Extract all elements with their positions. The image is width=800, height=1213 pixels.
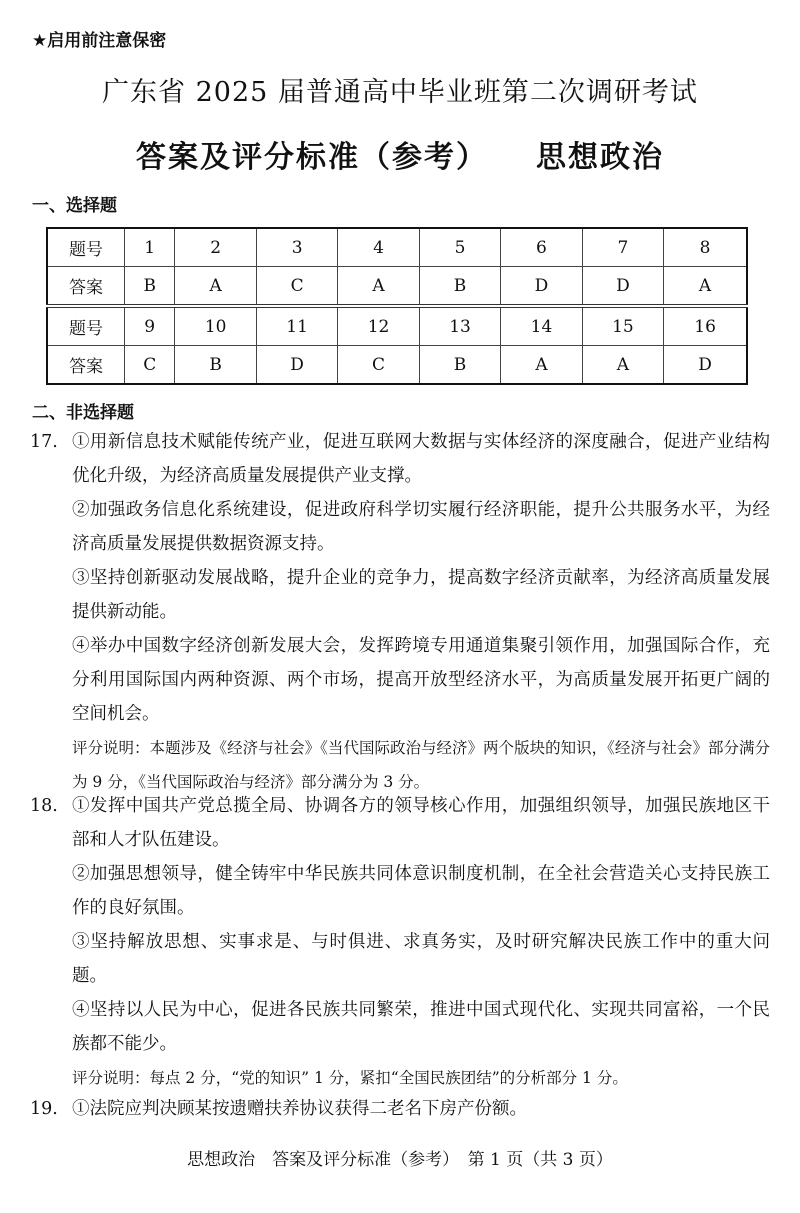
exam-title: 广东省 2025 届普通高中毕业班第二次调研考试 <box>102 77 698 108</box>
answer-cell: A <box>501 346 582 385</box>
question-number: 9 <box>125 306 175 346</box>
answer-cell: B <box>175 346 256 385</box>
answer-cell: A <box>664 267 747 307</box>
answer-cell: B <box>419 346 500 385</box>
question-number: 14 <box>501 306 582 346</box>
answer-point: ①发挥中国共产党总揽全局、协调各方的领导核心作用，加强组织领导，加强民族地区干部和人才队伍建设。 <box>72 796 770 850</box>
answer-cell: C <box>256 267 337 307</box>
answer-cell: A <box>582 346 663 385</box>
question-label: 题号 <box>47 306 125 346</box>
question-number: 1 <box>125 228 175 267</box>
question-number: 3 <box>256 228 337 267</box>
answer-cell: B <box>419 267 500 307</box>
answer-cell: D <box>582 267 663 307</box>
confidential-label: ★启用前注意保密 <box>32 31 167 51</box>
question-number: 10 <box>175 306 256 346</box>
answer-key-title: 答案及评分标准（参考） <box>136 140 488 175</box>
question-number: 7 <box>582 228 663 267</box>
question-number: 4 <box>338 228 419 267</box>
answer-row <box>47 346 747 385</box>
answer-cell: D <box>501 267 582 307</box>
question-number: 17. <box>30 432 58 452</box>
answer-point: ④坚持以人民为中心，促进各民族共同繁荣，推进中国式现代化、实现共同富裕，一个民族都不能少。 <box>72 1000 770 1054</box>
scoring-note: 评分说明：每点 2 分，“党的知识” 1 分，紧扣“全国民族团结”的分析部分 1 分。 <box>72 1069 628 1087</box>
answer-point: ①法院应判决顾某按遗赠扶养协议获得二老名下房产份额。 <box>72 1099 527 1119</box>
answer-row <box>47 267 747 307</box>
question-19 <box>30 1092 770 1126</box>
question-17 <box>30 425 770 799</box>
question-number: 15 <box>582 306 663 346</box>
question-number: 8 <box>664 228 747 267</box>
question-number: 11 <box>256 306 337 346</box>
answer-cell: A <box>338 267 419 307</box>
subject-title: 思想政治 <box>536 140 664 175</box>
section-non-multiple-choice: 二、非选择题 <box>32 403 134 423</box>
answer-cell: C <box>338 346 419 385</box>
question-number: 2 <box>175 228 256 267</box>
answer-cell: A <box>175 267 256 307</box>
answer-cell: B <box>125 267 175 307</box>
answer-cell: D <box>664 346 747 385</box>
question-number: 12 <box>338 306 419 346</box>
answer-label: 答案 <box>47 346 125 385</box>
question-number: 18. <box>30 796 58 816</box>
answer-cell: C <box>125 346 175 385</box>
answer-point: ③坚持解放思想、实事求是、与时俱进、求真务实，及时研究解决民族工作中的重大问题。 <box>72 932 770 986</box>
question-number: 6 <box>501 228 582 267</box>
question-number-row <box>47 228 747 267</box>
answer-point: ②加强政务信息化系统建设，促进政府科学切实履行经济职能，提升公共服务水平，为经济高质量发展提供数据资源支持。 <box>72 500 770 554</box>
answer-point: ③坚持创新驱动发展战略，提升企业的竞争力，提高数字经济贡献率，为经济高质量发展提供新动能。 <box>72 568 770 622</box>
answer-point: ②加强思想领导，健全铸牢中华民族共同体意识制度机制，在全社会营造关心支持民族工作的良好氛围。 <box>72 864 770 918</box>
answer-point: ①用新信息技术赋能传统产业，促进互联网大数据与实体经济的深度融合，促进产业结构优化升级，为经济高质量发展提供产业支撑。 <box>72 432 770 486</box>
document-title <box>0 132 800 176</box>
answer-cell: D <box>256 346 337 385</box>
answer-label: 答案 <box>47 267 125 307</box>
question-number: 5 <box>419 228 500 267</box>
section-multiple-choice: 一、选择题 <box>32 196 117 216</box>
question-label: 题号 <box>47 228 125 267</box>
question-number-row <box>47 306 747 346</box>
question-number: 19. <box>30 1099 58 1119</box>
scoring-note: 评分说明：本题涉及《经济与社会》《当代国际政治与经济》两个版块的知识，《经济与社会》部分满分为 9 分，《当代国际政治与经济》部分满分为 3 分。 <box>72 739 770 791</box>
question-number: 13 <box>419 306 500 346</box>
answer-point: ④举办中国数字经济创新发展大会，发挥跨境专用通道集聚引领作用，加强国际合作，充分利用国际国内两种资源、两个市场，提高开放型经济水平，为高质量发展开拓更广阔的空间机会。 <box>72 636 770 724</box>
answer-table <box>46 227 748 385</box>
page-footer: 思想政治 答案及评分标准（参考） 第 1 页（共 3 页） <box>187 1150 613 1170</box>
question-number: 16 <box>664 306 747 346</box>
question-18 <box>30 789 770 1095</box>
